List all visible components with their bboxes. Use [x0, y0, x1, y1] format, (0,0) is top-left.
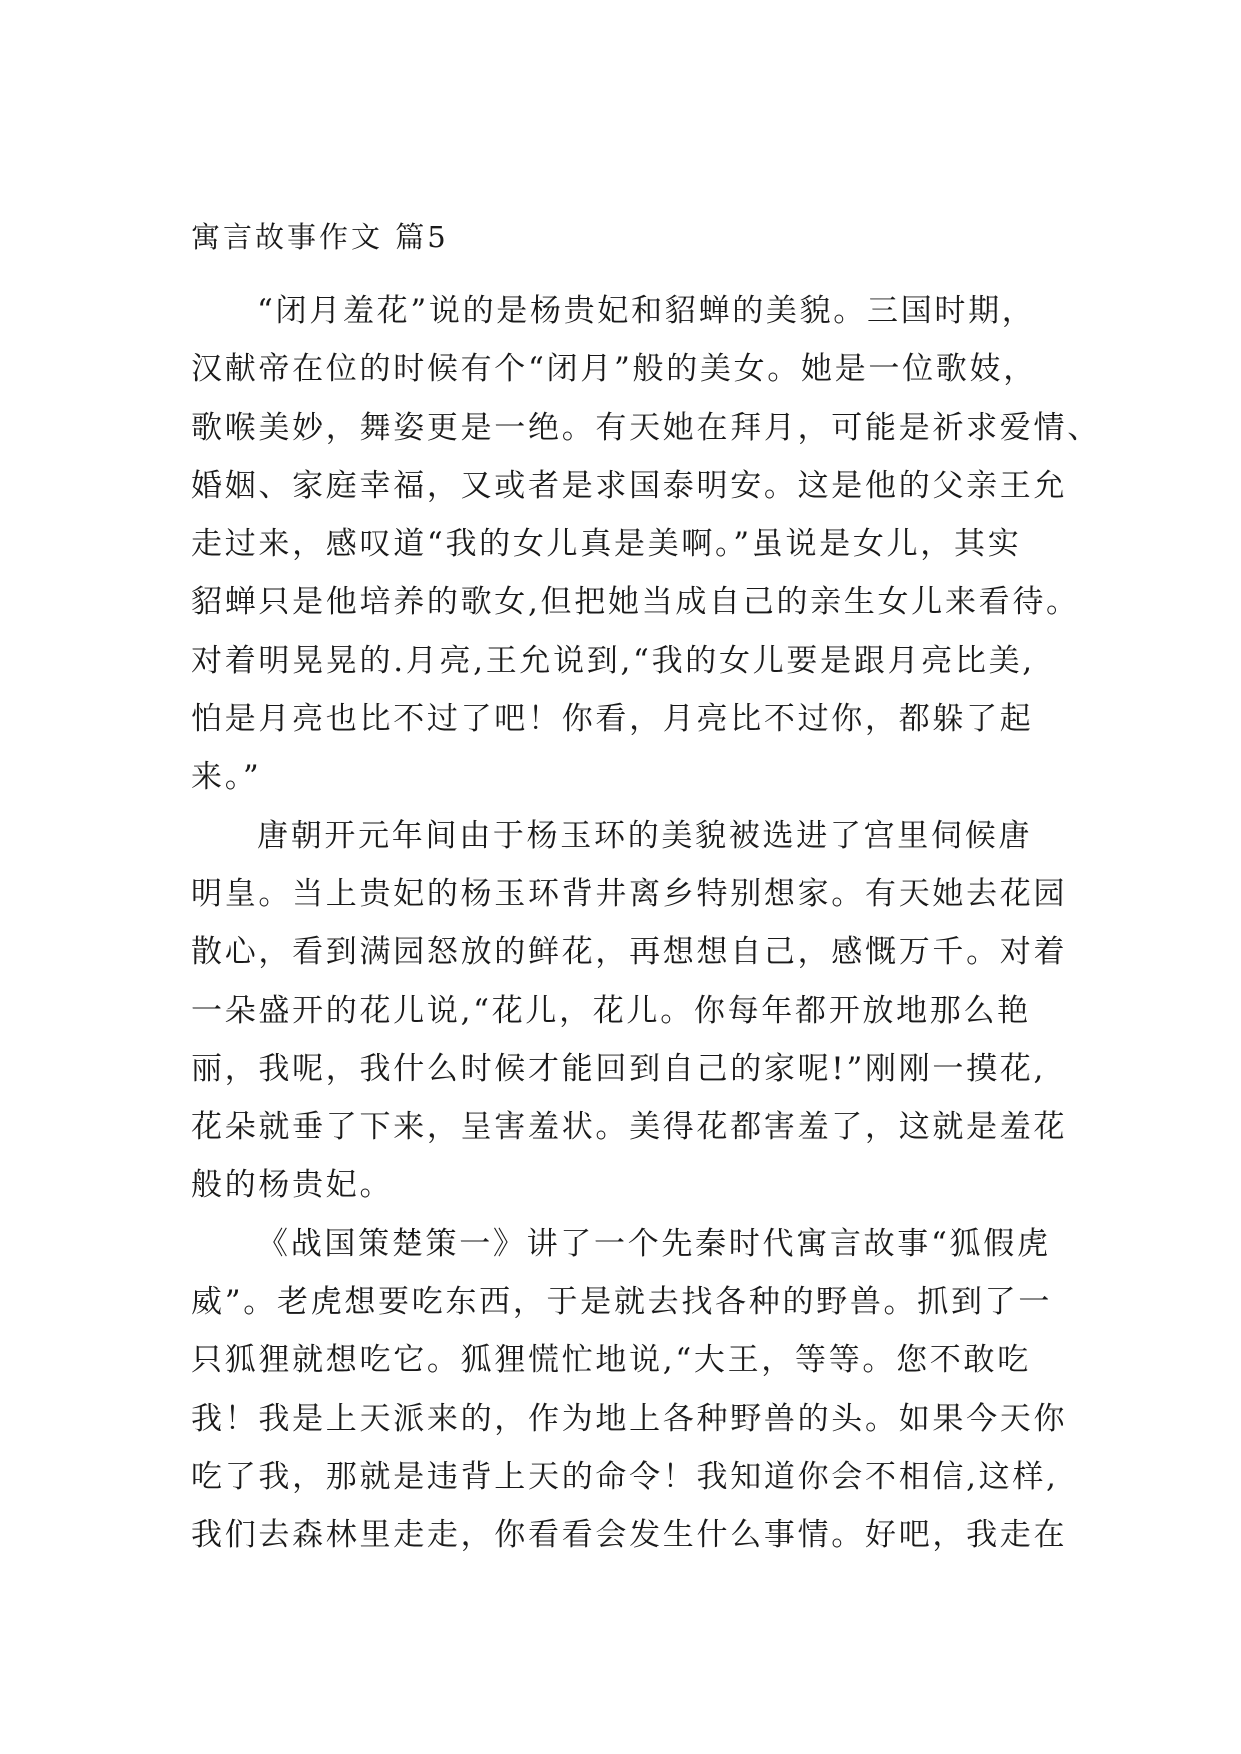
document-body [191, 282, 1101, 1565]
paragraph-line: 吃了我，那就是违背上天的命令！我知道你会不相信,这样, [191, 1458, 1059, 1495]
paragraph-line: 明皇。当上贵妃的杨玉环背井离乡特别想家。有天她去花园 [191, 875, 1068, 912]
document-heading: 寓言故事作文 篇5 [191, 220, 449, 254]
paragraph-line: 走过来，感叹道“我的女儿真是美啊。”虽说是女儿，其实 [191, 526, 1022, 563]
paragraph-line: 《战国策楚策一》讲了一个先秦时代寓言故事“狐假虎 [257, 1225, 1051, 1262]
paragraph-yang-guifei [191, 807, 1068, 1215]
paragraph-line: 对着明晃晃的.月亮,王允说到,“我的女儿要是跟月亮比美, [191, 642, 1035, 679]
paragraph-line: 我们去森林里走走，你看看会发生什么事情。好吧，我走在 [191, 1517, 1068, 1554]
paragraph-line: 唐朝开元年间由于杨玉环的美貌被选进了宫里伺候唐 [257, 817, 1033, 854]
paragraph-line: 我！我是上天派来的，作为地上各种野兽的头。如果今天你 [191, 1400, 1068, 1437]
paragraph-line: 貂蝉只是他培养的歌女,但把她当成自己的亲生女儿来看待。 [191, 584, 1080, 621]
paragraph-line: 一朵盛开的花儿说,“花儿，花儿。你每年都开放地那么艳 [191, 992, 1031, 1029]
paragraph-line: 威”。老虎想要吃东西，于是就去找各种的野兽。抓到了一 [191, 1284, 1053, 1321]
paragraph-line: 散心，看到满园怒放的鲜花，再想想自己，感慨万千。对着 [191, 934, 1068, 971]
paragraph-line: 丽，我呢，我什么时候才能回到自己的家呢!”刚刚一摸花, [191, 1050, 1047, 1087]
paragraph-diaochan [191, 282, 1101, 807]
paragraph-line: “闭月羞花”说的是杨贵妃和貂蝉的美貌。三国时期， [257, 293, 1036, 329]
paragraph-line: 来。” [191, 759, 262, 796]
paragraph-line: 只狐狸就想吃它。狐狸慌忙地说,“大王，等等。您不敢吃 [191, 1342, 1031, 1379]
paragraph-line: 怕是月亮也比不过了吧！你看，月亮比不过你，都躲了起 [191, 701, 1034, 738]
paragraph-line: 婚姻、家庭幸福，又或者是求国泰明安。这是他的父亲王允 [191, 467, 1068, 504]
paragraph-line: 歌喉美妙，舞姿更是一绝。有天她在拜月，可能是祈求爱情、 [191, 409, 1101, 446]
paragraph-line: 汉献帝在位的时候有个“闭月”般的美女。她是一位歌妓， [191, 351, 1037, 388]
paragraph-fox-tiger [191, 1215, 1068, 1565]
paragraph-line: 般的杨贵妃。 [191, 1167, 394, 1204]
paragraph-line: 花朵就垂了下来，呈害羞状。美得花都害羞了，这就是羞花 [191, 1109, 1068, 1146]
